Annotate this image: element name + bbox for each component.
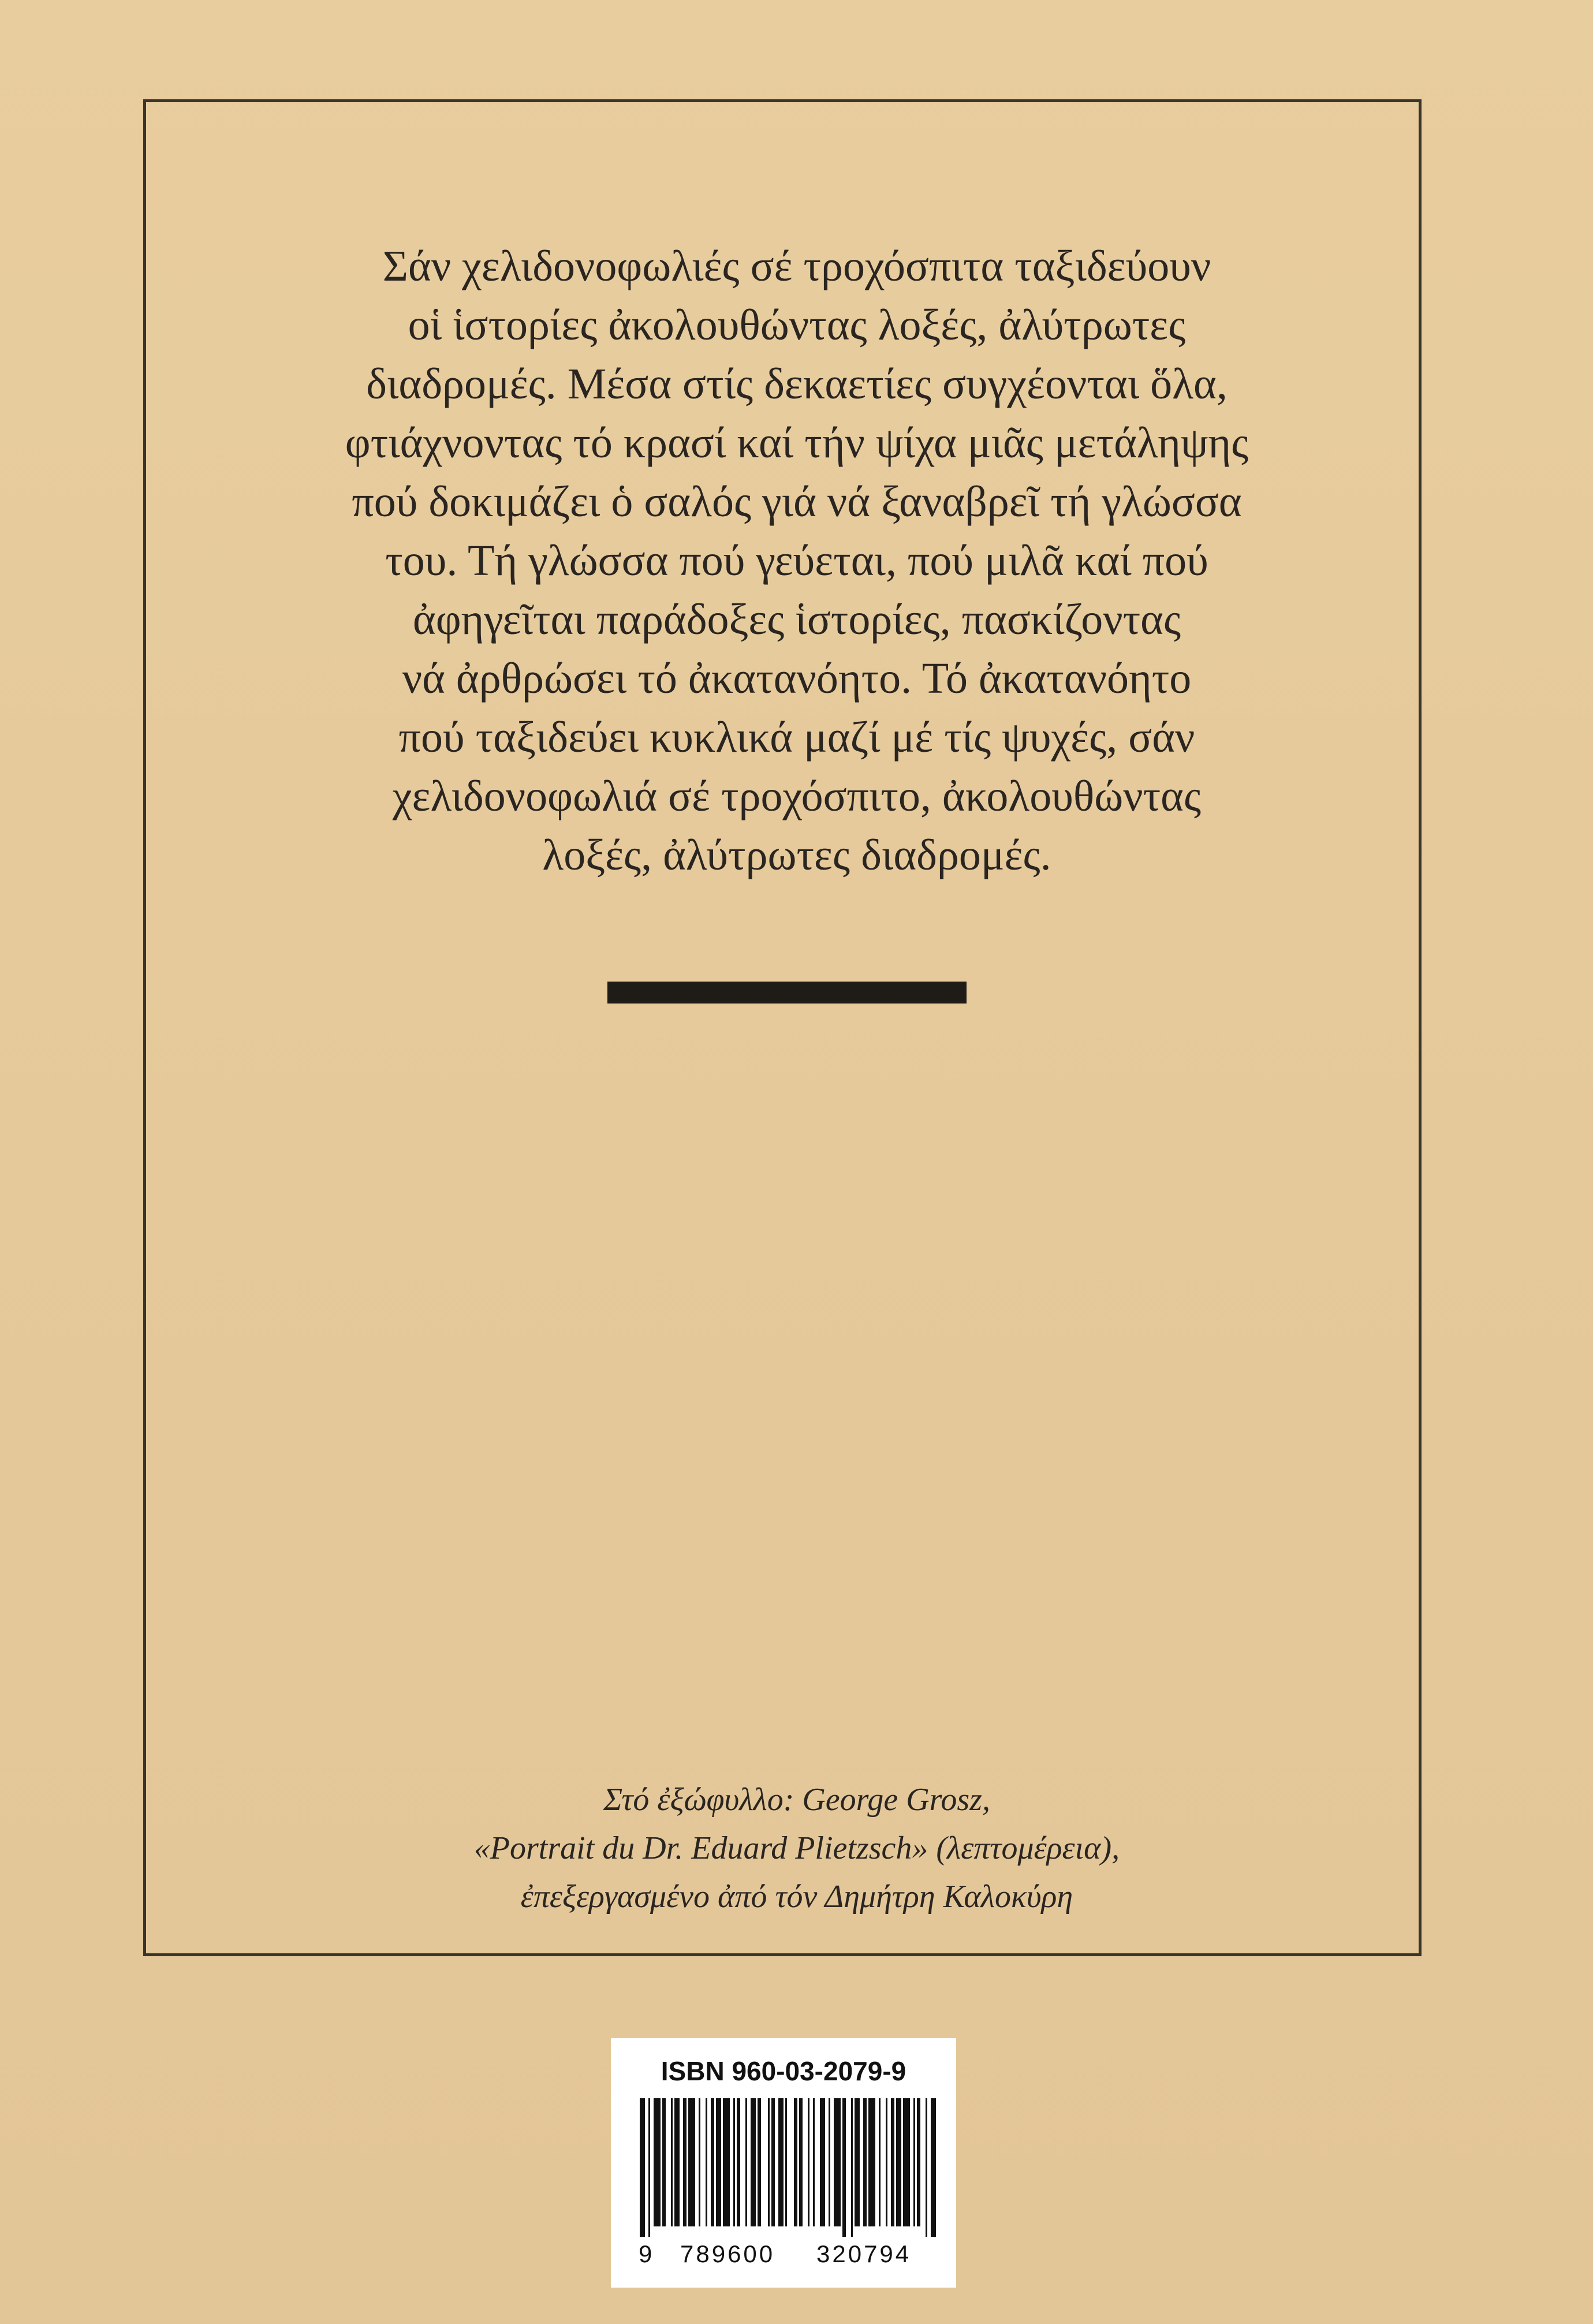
barcode-bar — [737, 2098, 740, 2226]
barcode-bar — [896, 2098, 901, 2226]
barcode-bar — [785, 2098, 787, 2226]
barcode-bar — [771, 2098, 775, 2226]
barcode-bar — [778, 2098, 784, 2226]
barcode-digits-right: 320794 — [816, 2240, 912, 2267]
barcode-bar — [820, 2098, 825, 2226]
barcode-bar — [699, 2098, 700, 2226]
barcode-bar — [879, 2098, 881, 2226]
barcode-bar — [926, 2098, 927, 2237]
barcode-bar — [799, 2098, 803, 2226]
barcode-icon — [636, 2098, 937, 2237]
divider-bar — [607, 982, 967, 1004]
barcode-bar — [716, 2098, 721, 2226]
barcode-bar — [891, 2098, 894, 2226]
blurb-line: φτιάχνοντας τό κρασί καί τήν ψίχα μιᾶς μετάληψης — [345, 419, 1249, 467]
barcode-bar — [851, 2098, 853, 2237]
barcode-bar — [745, 2098, 747, 2226]
barcode-bar — [886, 2098, 887, 2226]
barcode-bar — [711, 2098, 714, 2226]
barcode-bar — [813, 2098, 815, 2226]
barcode-bar — [688, 2098, 695, 2226]
isbn-label: ISBN 960-03-2079-9 — [661, 2056, 906, 2086]
barcode-bar — [808, 2098, 809, 2226]
barcode-bar — [913, 2098, 915, 2226]
barcode-bar — [863, 2098, 867, 2226]
barcode-bar — [917, 2098, 920, 2226]
barcode-bar — [768, 2098, 770, 2226]
barcode-bar — [671, 2098, 673, 2226]
barcode-bar — [662, 2098, 666, 2226]
credits-line: Στό ἐξώφυλλο: George Grosz, — [603, 1782, 990, 1818]
barcode-bar — [733, 2098, 735, 2226]
barcode-bar — [842, 2098, 846, 2237]
barcode-bar — [834, 2098, 841, 2226]
blurb-line: του. Τή γλώσσα πού γεύεται, πού μιλᾶ καί πού — [385, 536, 1208, 585]
barcode-bar — [674, 2098, 680, 2226]
barcode-bar — [794, 2098, 797, 2226]
barcode-bar — [868, 2098, 875, 2226]
blurb-line: πού ταξιδεύει κυκλικά μαζί μέ τίς ψυχές, σάν — [398, 713, 1195, 762]
barcode-bar — [723, 2098, 730, 2226]
barcode-bar — [855, 2098, 860, 2226]
barcode-digits — [611, 2240, 956, 2275]
cover-credits — [346, 1775, 1247, 1921]
blurb-line: πού δοκιμάζει ὁ σαλός γιά νά ξαναβρεῖ τή γλώσσα — [352, 478, 1242, 526]
isbn-barcode-box — [611, 2038, 956, 2288]
barcode-bar — [654, 2098, 661, 2226]
barcode-bar — [706, 2098, 707, 2226]
blurb-line: οἱ ἱστορίες ἀκολουθώντας λοξές, ἀλύτρωτες — [408, 301, 1186, 349]
barcode-digits-left: 789600 — [680, 2240, 775, 2267]
barcode-bar — [829, 2098, 830, 2226]
blurb-line: Σάν χελιδονοφωλιές σέ τροχόσπιτα ταξιδεύουν — [382, 242, 1211, 290]
blurb-line: διαδρομές. Μέσα στίς δεκαετίες συγχέονται ὅλα, — [366, 360, 1228, 408]
blurb-line: νά ἀρθρώσει τό ἀκατανόητο. Τό ἀκατανόητο — [402, 654, 1192, 703]
credits-line: ἐπεξεργασμένο ἀπό τόν Δημήτρη Καλοκύρη — [520, 1879, 1073, 1915]
barcode-bar — [751, 2098, 756, 2226]
blurb-line: ἀφηγεῖται παράδοξες ἱστορίες, πασκίζοντας — [412, 595, 1181, 644]
blurb-line: λοξές, ἀλύτρωτες διαδρομές. — [542, 831, 1051, 879]
barcode-bar — [648, 2098, 650, 2237]
blurb-line: χελιδονοφωλιά σέ τροχόσπιτο, ἀκολουθώντας — [392, 772, 1202, 820]
credits-line: «Portrait du Dr. Eduard Plietzsch» (λεπτομέρεια), — [473, 1830, 1120, 1866]
blurb-text — [323, 237, 1270, 885]
barcode-bar — [683, 2098, 687, 2226]
barcode-bar — [640, 2098, 645, 2237]
barcode-digit-first: 9 — [639, 2240, 652, 2267]
barcode-bar — [758, 2098, 761, 2226]
barcode-bar — [903, 2098, 910, 2226]
barcode-bar — [931, 2098, 936, 2237]
